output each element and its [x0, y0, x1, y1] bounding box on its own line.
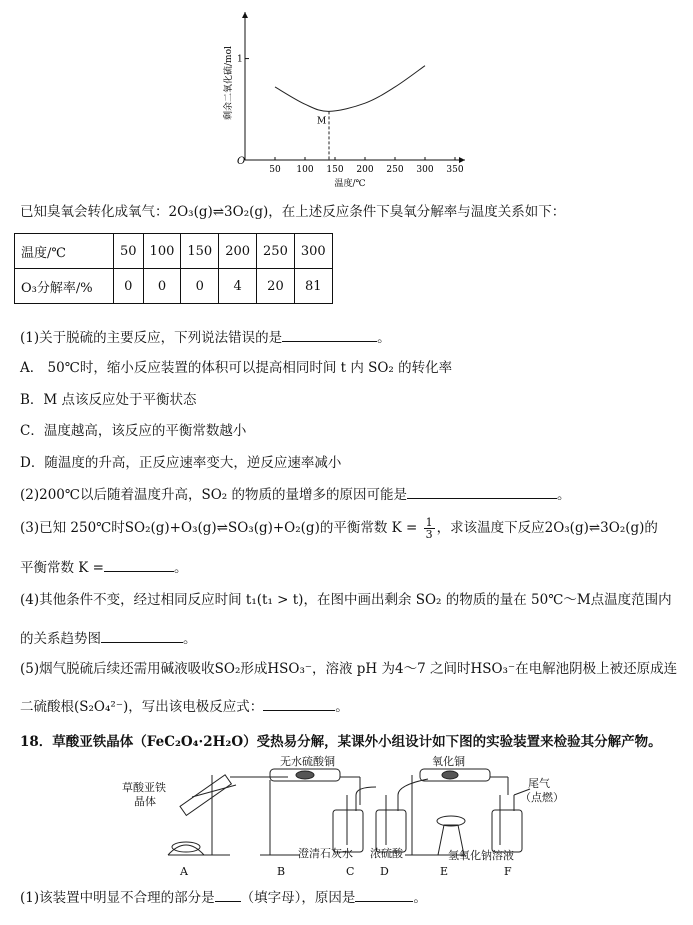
answer-blank[interactable] [104, 557, 174, 572]
table-cell: 81 [294, 269, 332, 304]
label-h2so4: 浓硫酸 [370, 847, 403, 860]
table-cell: 250 [257, 234, 295, 269]
x-axis-arrow [459, 157, 465, 163]
table-cell: 4 [219, 269, 257, 304]
table-cell: 0 [143, 269, 181, 304]
label-naoh: 氢氧化钠溶液 [448, 849, 514, 862]
question-18: 18．草酸亚铁晶体（FeC₂O₄·2H₂O）受热易分解，某课外小组设计如下图的实验装置来检验其分解产物。 [20, 734, 662, 750]
question-1: (1)关于脱硫的主要反应，下列说法错误的是 。 [20, 327, 391, 347]
letter-e: E [440, 865, 449, 878]
option-d: D．随温度的升高，正反应速率变大，逆反应速率减小 [20, 455, 342, 471]
y-axis-label: 剩余二氧化硫/mol [224, 46, 234, 120]
question-5: (5)烟气脱硫后续还需用碱液吸收SO₂形成HSO₃⁻，溶液 pH 为4～7 之间时HSO₃⁻在电解池阴极上被还原成连 [20, 661, 678, 677]
table-cell: 200 [219, 234, 257, 269]
table-cell: 100 [143, 234, 181, 269]
label-oxalate: 草酸亚铁 [122, 781, 166, 794]
x-tick-label: 200 [356, 165, 374, 175]
table-cell: 20 [257, 269, 295, 304]
label-ignite: （点燃） [520, 791, 564, 804]
question-4-cont: 的关系趋势图 。 [20, 628, 197, 648]
answer-blank[interactable] [407, 484, 557, 499]
question-18-1: (1)该装置中明显不合理的部分是 （填字母），原因是 。 [20, 887, 427, 907]
label-limewater: 澄清石灰水 [298, 847, 353, 860]
x-tick-label: 150 [326, 165, 344, 175]
fraction: $\frac{1}{3}$ [425, 516, 433, 541]
y-axis-arrow [242, 12, 248, 18]
question-4: (4)其他条件不变，经过相同反应时间 t₁(t₁ > t)，在图中画出剩余 SO₂ 的物质的量在 50℃～M点温度范围内 [20, 592, 672, 608]
question-2: (2)200℃以后随着温度升高，SO₂ 的物质的量增多的原因可能是 。 [20, 484, 571, 504]
so2-temperature-chart [215, 10, 475, 190]
answer-blank[interactable] [282, 327, 377, 342]
question-3-cont: 平衡常数 K = 。 [20, 557, 187, 577]
table-cell: 50 [114, 234, 144, 269]
letter-a: A [180, 865, 188, 878]
answer-blank[interactable] [215, 887, 241, 902]
table-head-rate: O₃分解率/% [15, 269, 114, 304]
label-cuo: 氧化铜 [432, 755, 465, 768]
question-5-cont: 二硫酸根(S₂O₄²⁻)，写出该电极反应式： 。 [20, 696, 349, 716]
ozone-decomposition-table [14, 233, 333, 304]
option-a: A． 50℃时，缩小反应装置的体积可以提高相同时间 t 内 SO₂ 的转化率 [20, 360, 453, 376]
series-line [275, 66, 425, 112]
letter-f: F [504, 865, 512, 878]
label-cuso4: 无水硫酸铜 [280, 755, 335, 768]
label-crystal: 晶体 [134, 795, 156, 808]
table-head-temp: 温度/℃ [15, 234, 114, 269]
table-cell: 150 [181, 234, 219, 269]
answer-blank[interactable] [263, 696, 335, 711]
ozone-known-statement: 已知臭氧会转化成氧气：2O₃(g)⇌3O₂(g)，在上述反应条件下臭氧分解率与温度关系如下： [20, 204, 566, 220]
answer-blank[interactable] [101, 628, 183, 643]
x-axis-label: 温度/℃ [334, 179, 366, 189]
y-tick-label: 1 [237, 54, 243, 65]
label-tail-gas: 尾气 [528, 777, 550, 790]
x-tick-label: 50 [269, 165, 281, 175]
answer-blank[interactable] [355, 887, 413, 902]
question-3: (3)已知 250℃时SO₂(g)+O₃(g)⇌SO₃(g)+O₂(g)的平衡常数 K = $\frac{1}{3}$ ，求该温度下反应2O₃(g)⇌3O₂(g)的 [20, 516, 658, 541]
table-cell: 300 [294, 234, 332, 269]
table-row [15, 269, 333, 304]
letter-b: B [277, 865, 286, 878]
table-row [15, 234, 333, 269]
letter-d: D [380, 865, 389, 878]
letter-c: C [346, 865, 355, 878]
x-tick-label: 350 [446, 165, 464, 175]
x-tick-label: 300 [416, 165, 434, 175]
point-label-m: M [317, 116, 327, 127]
x-tick-label: 250 [386, 165, 404, 175]
table-cell: 0 [181, 269, 219, 304]
x-tick-label: 100 [296, 165, 314, 175]
origin-label: O [237, 156, 246, 167]
option-c: C．温度越高，该反应的平衡常数越小 [20, 423, 247, 439]
option-b: B．M 点该反应处于平衡状态 [20, 392, 197, 408]
table-cell: 0 [114, 269, 144, 304]
apparatus-diagram [120, 755, 590, 880]
